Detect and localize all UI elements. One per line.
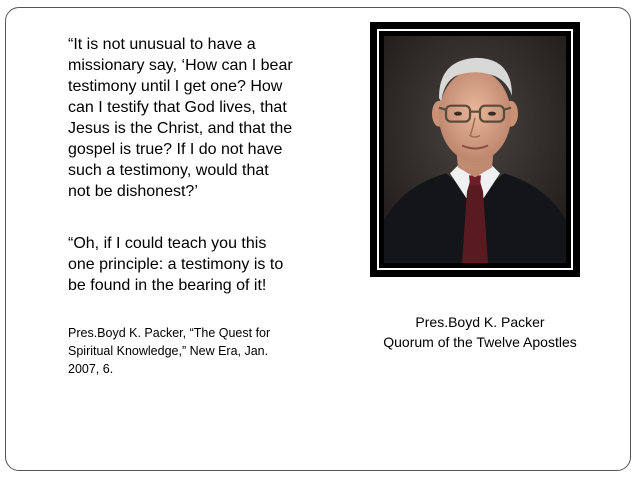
portrait-illustration [384, 36, 566, 263]
caption-title: Quorum of the Twelve Apostles [383, 334, 577, 350]
portrait-photo [384, 36, 566, 263]
portrait-caption [352, 312, 608, 352]
right-eye [488, 112, 496, 116]
quote-paragraph-1: “It is not unusual to have a missionary say, ‘How can I bear testimony until I get one? How can I testify that God lives, that Jesus is the Christ, and that the gospel is true? If I do not have such a testimony, would that not be dishonest?’ [68, 36, 293, 200]
left-eye [454, 112, 462, 116]
portrait-frame [370, 22, 580, 277]
citation: Pres.Boyd K. Packer, “The Quest for Spiritual Knowledge,” New Era, Jan. 2007, 6. [68, 326, 271, 376]
portrait-mat [377, 29, 573, 270]
caption-name: Pres.Boyd K. Packer [415, 314, 545, 330]
quote-paragraph-2: “Oh, if I could teach you this one principle: a testimony is to be found in the bearing of it! [68, 235, 284, 294]
